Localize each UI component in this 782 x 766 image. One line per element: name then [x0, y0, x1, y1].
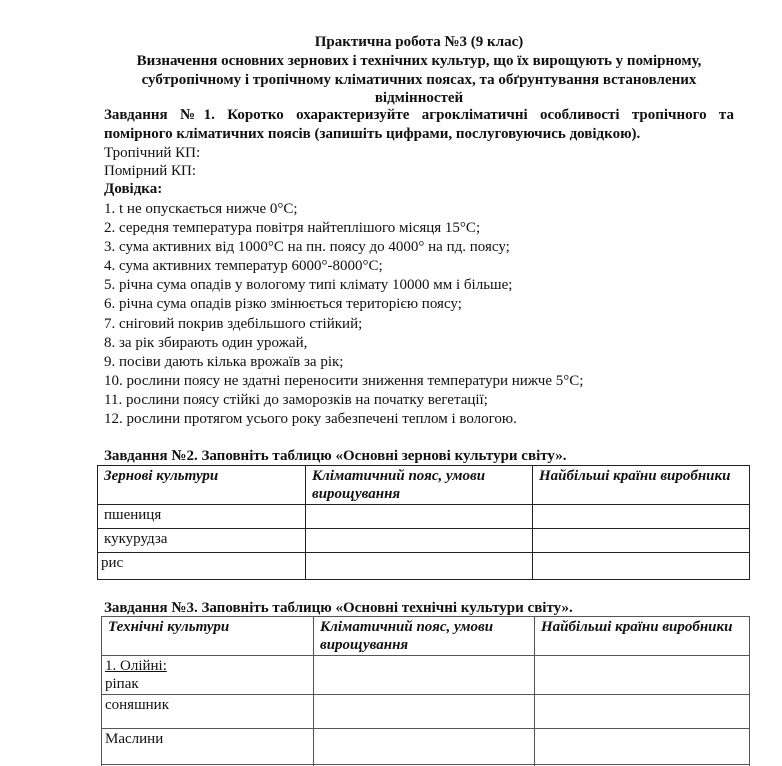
reference-list: [104, 200, 734, 429]
header-cell: Зернові культури: [98, 466, 306, 505]
empty-cell[interactable]: [535, 695, 750, 729]
empty-cell[interactable]: [314, 695, 535, 729]
reference-item: 8. за рік збирають один урожай,: [104, 334, 308, 351]
empty-cell[interactable]: [314, 729, 535, 765]
grain-crops-table: [97, 465, 750, 580]
header-cell: Найбільші країни виробники: [533, 466, 750, 505]
reference-item: 4. сума активних температур 6000°-8000°С;: [104, 258, 383, 275]
empty-cell[interactable]: [535, 729, 750, 765]
subtitle-line: відмінностей: [374, 90, 464, 106]
empty-cell[interactable]: [306, 553, 533, 580]
reference-item: 11. рослини поясу стійкі до заморозків на початку вегетації;: [104, 391, 488, 408]
crop-cell: соняшник: [102, 695, 314, 729]
task1-heading: Завдання №1. Коротко охарактеризуйте агрокліматичні особливості тропічного та: [104, 107, 734, 123]
header-cell: Технічні культури: [102, 617, 314, 656]
crop-cell: кукурудза: [98, 529, 306, 553]
empty-cell[interactable]: [306, 529, 533, 553]
empty-cell[interactable]: [314, 656, 535, 695]
task3-heading: Завдання №3. Заповніть таблицю «Основні технічні культури світу».: [104, 600, 573, 616]
temperate-label: Помірний КП:: [104, 163, 197, 179]
crop-cell: пшениця: [98, 505, 306, 529]
reference-item: 9. посіви дають кілька врожаїв за рік;: [104, 353, 344, 370]
subtitle-line: Визначення основних зернових і технічних культур, що їх вирощують у помірному,: [136, 53, 702, 69]
header-cell: Кліматичний пояс, умови вирощування: [306, 466, 533, 505]
reference-title: Довідка:: [104, 181, 163, 197]
tropical-label: Тропічний КП:: [104, 145, 201, 161]
page-title: Практична робота №3 (9 клас): [314, 34, 524, 50]
task2-heading: Завдання №2. Заповніть таблицю «Основні зернові культури світу».: [104, 448, 567, 464]
crop-name: ріпак: [105, 676, 139, 692]
reference-item: 1. t не опускається нижче 0°С;: [104, 201, 298, 217]
reference-item: 7. сніговий покрив здебільшого стійкий;: [104, 315, 363, 332]
subtitle-line: субтропічному і тропічному кліматичних поясах, та обґрунтування встановлених: [141, 72, 697, 88]
crop-cell: [102, 656, 314, 695]
crop-cell: рис: [98, 553, 306, 580]
empty-cell[interactable]: [306, 505, 533, 529]
header-cell: Кліматичний пояс, умови вирощування: [314, 617, 535, 656]
reference-item: 2. середня температура повітря найтеплішого місяця 15°С;: [104, 220, 481, 237]
empty-cell[interactable]: [533, 505, 750, 529]
header-cell: Найбільші країни виробники: [535, 617, 750, 656]
empty-cell[interactable]: [533, 553, 750, 580]
reference-item: 10. рослини поясу не здатні переносити зниження температури нижче 5°С;: [104, 372, 584, 389]
empty-cell[interactable]: [535, 656, 750, 695]
group-label: 1. Олійні:: [105, 658, 167, 674]
reference-item: 6. річна сума опадів різко змінюється територією поясу;: [104, 296, 462, 313]
reference-item: 5. річна сума опадів у вологому типі клімату 10000 мм і більше;: [104, 277, 513, 294]
empty-cell[interactable]: [533, 529, 750, 553]
crop-cell: Маслини: [102, 729, 314, 765]
reference-item: 3. сума активних від 1000°С на пн. поясу до 4000° на пд. поясу;: [104, 239, 510, 256]
technical-crops-table: [101, 616, 750, 766]
reference-item: 12. рослини протягом усього року забезпечені теплом і вологою.: [104, 411, 517, 428]
task1-heading-cont: помірного кліматичних поясів (запишіть цифрами, послуговуючись довідкою).: [104, 126, 641, 142]
